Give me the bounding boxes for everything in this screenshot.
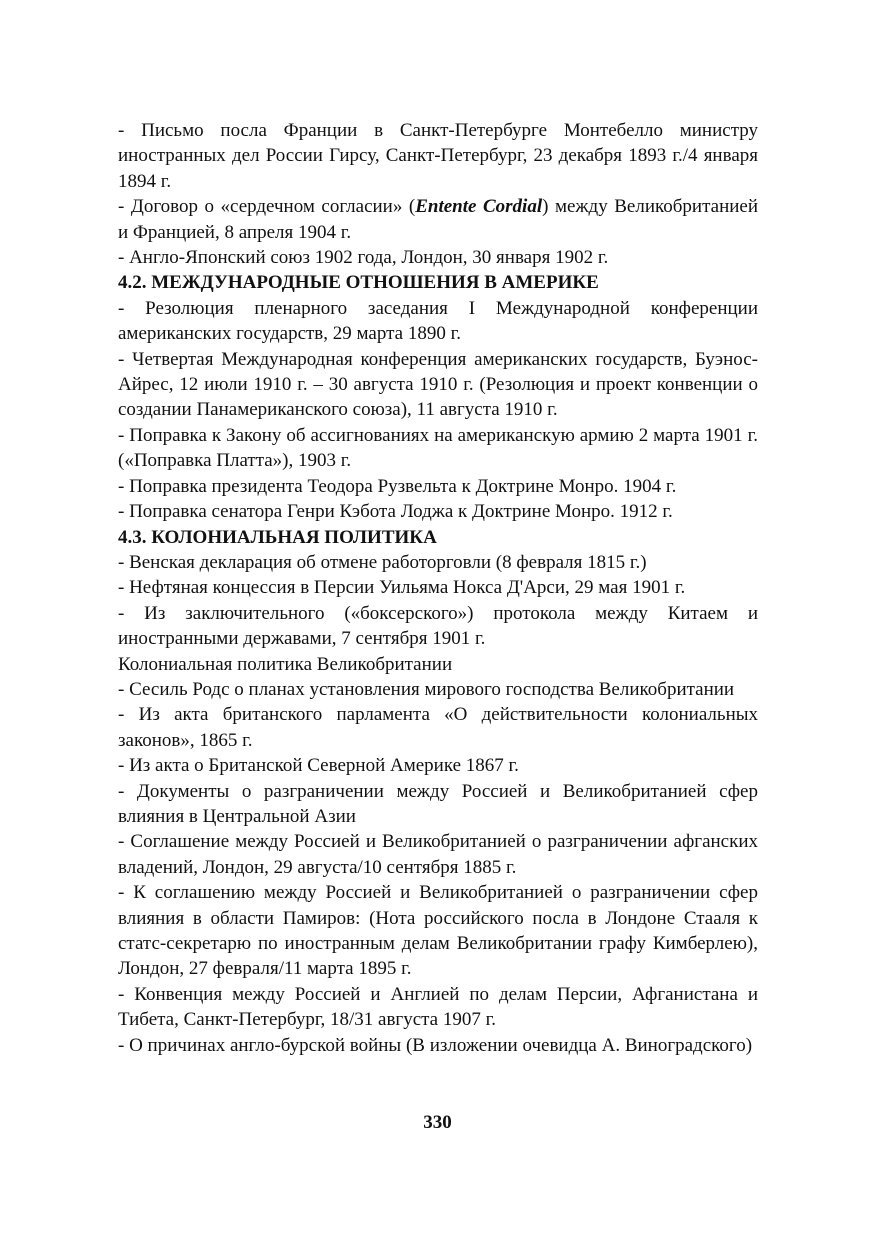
list-item: - Нефтяная концессия в Персии Уильяма Нокса Д'Арси, 29 мая 1901 г. <box>118 577 686 599</box>
list-item: - Из акта британского парламента «О действительности колониальных законов», 1865 г. <box>118 704 758 751</box>
list-item-text: - Договор о «сердечном согласии» ( <box>118 196 416 218</box>
list-item: - Поправка сенатора Генри Кэбота Лоджа к Доктрине Монро. 1912 г. <box>118 501 673 523</box>
list-item: - Сесиль Родс о планах установления мирового господства Великобритании <box>118 678 735 700</box>
list-item-text: ) между Великобританией и Францией, 8 апреля 1904 г. <box>118 196 758 243</box>
list-item: - Венская декларация об отмене работорговли (8 февраля 1815 г.) <box>118 551 647 573</box>
list-item: - Резолюция пленарного заседания I Международной конференции американских государств, 29 марта 1890 г. <box>118 297 758 345</box>
italic-term: Entente Cordial <box>415 196 543 218</box>
page-number: 330 <box>423 1112 452 1133</box>
section-heading: 4.3. КОЛОНИАЛЬНАЯ ПОЛИТИКА <box>118 526 437 548</box>
list-item: - Письмо посла Франции в Санкт-Петербурге Монтебелло министру иностранных дел России Гирсу, Санкт-Петербург, 23 декабря 1893 г./4 января 1894 г. <box>118 120 758 192</box>
list-item: - Поправка к Закону об ассигнованиях на американскую армию 2 марта 1901 г. («Поправка Платта»), 1903 г. <box>118 424 758 472</box>
section-heading: 4.2. МЕЖДУНАРОДНЫЕ ОТНОШЕНИЯ В АМЕРИКЕ <box>118 272 599 294</box>
list-item <box>118 194 758 245</box>
list-item: - Из заключительного («боксерского») протокола между Китаем и иностранными державами, 7 сентября 1901 г. <box>118 602 758 650</box>
list-item: - Соглашение между Россией и Великобританией о разграничении афганских владений, Лондон, 29 августа/10 сентября 1885 г. <box>118 831 758 878</box>
list-item: - Конвенция между Россией и Англией по делам Персии, Афганистана и Тибета, Санкт-Петербург, 18/31 августа 1907 г. <box>118 983 758 1031</box>
list-item: - К соглашению между Россией и Великобританией о разграничении сфер влияния в области Памиров: (Нота российского посла в Лондоне Стааля к статс-секретарю по иностранным делам Великобритании графу Кимберлею), Лондон, 27 февраля/11 марта 1895 г. <box>118 882 758 980</box>
page-body <box>118 118 758 1058</box>
list-item: - Документы о разграничении между Россией и Великобританией сфер влияния в Центральной Азии <box>118 780 758 827</box>
subsection-label: Колониальная политика Великобритании <box>118 653 453 675</box>
list-item: - Поправка президента Теодора Рузвельта к Доктрине Монро. 1904 г. <box>118 475 677 497</box>
list-item: - Англо-Японский союз 1902 года, Лондон, 30 января 1902 г. <box>118 247 609 269</box>
list-item: - О причинах англо-бурской войны (В изложении очевидца А. Виноградского) <box>118 1034 753 1056</box>
list-item: - Из акта о Британской Северной Америке 1867 г. <box>118 755 519 777</box>
list-item: - Четвертая Международная конференция американских государств, Буэнос-Айрес, 12 июли 1910 г. – 30 августа 1910 г. (Резолюция и проект конвенции о создании Панамериканского союза), 11 августа 1910 г. <box>118 348 758 421</box>
